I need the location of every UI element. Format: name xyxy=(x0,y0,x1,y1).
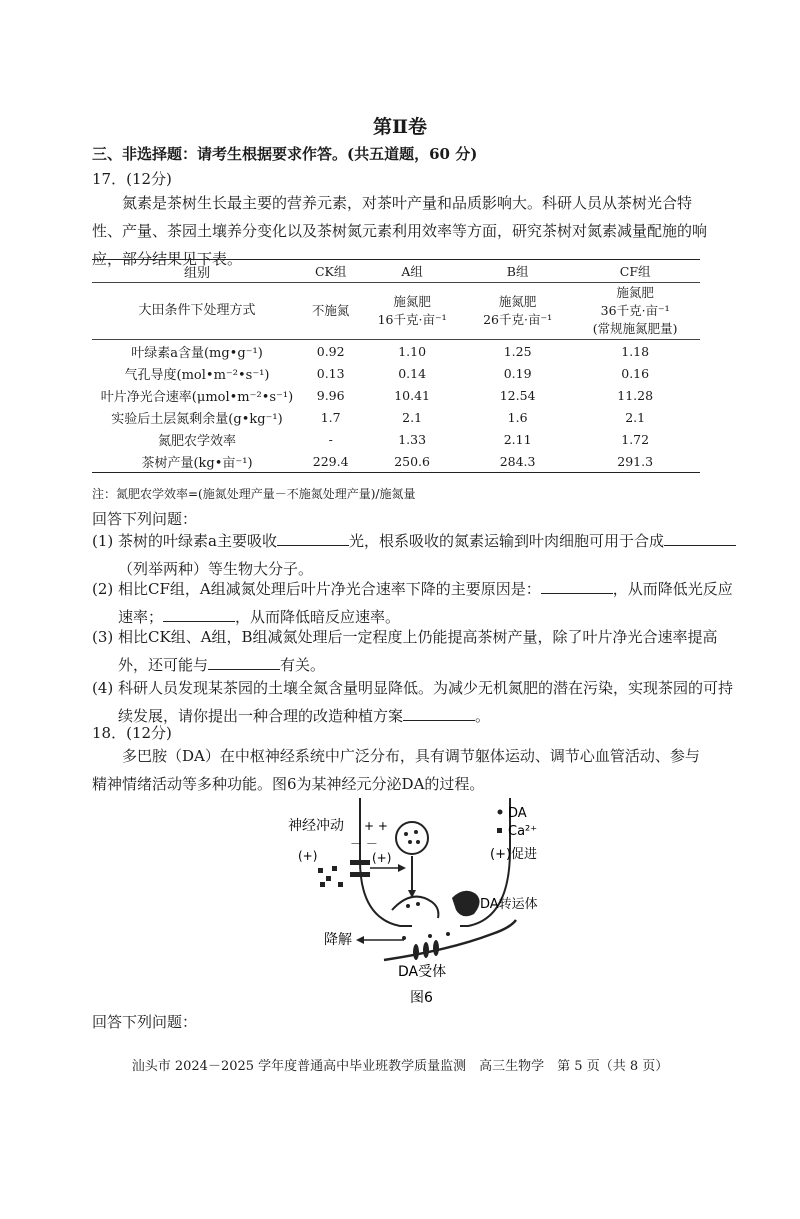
legend-da: DA xyxy=(508,806,527,821)
calcium-icon xyxy=(318,868,323,873)
answer-blank[interactable] xyxy=(277,531,349,546)
dopamine-icon xyxy=(414,830,418,834)
answer-blank[interactable] xyxy=(163,607,235,622)
dopamine-icon xyxy=(406,904,410,908)
section-heading: 三、非选择题：请考生根据要求作答。(共五道题，60 分) xyxy=(92,145,478,163)
group-label: 组别 xyxy=(92,260,302,283)
answer-blank[interactable] xyxy=(664,531,736,546)
question-18-header: 18．(12分) xyxy=(92,724,172,742)
dopamine-icon xyxy=(404,832,408,836)
group-a: A组 xyxy=(359,260,465,283)
group-b: B组 xyxy=(465,260,571,283)
legend-promote: (+)促进 xyxy=(490,847,538,862)
table-row: 叶片净光合速率(μmol•m⁻²•s⁻¹) 9.96 10.41 12.54 11.28 xyxy=(100,387,654,405)
legend-calcium-icon xyxy=(497,828,502,833)
sub-question-1: (1) 茶树的叶绿素a主要吸收 光，根系吸收的氮素运输到叶肉细胞可用于合成（列举两种）等生物大分子。 xyxy=(92,527,740,583)
dopamine-icon xyxy=(416,902,420,906)
answer-blank[interactable] xyxy=(208,655,280,670)
dopamine-icon xyxy=(416,840,420,844)
question-17-intro: 氮素是茶树生长最主要的营养元素，对茶叶产量和品质影响大。科研人员从茶树光合特性、产量、茶园土壤养分变化以及茶树氮元素利用效率等方面，研究茶树对氮素减量配施的响应，部分结果见下表。 xyxy=(92,194,708,268)
sub-question-2: (2) 相比CF组，A组减氮处理后叶片净光合速率下降的主要原因是： ，从而降低光反应速率； ，从而降低暗反应速率。 xyxy=(92,580,733,626)
vesicle-icon xyxy=(396,822,428,854)
calcium-icon xyxy=(326,876,331,881)
neuron-diagram xyxy=(288,790,560,1012)
da-transporter-icon xyxy=(452,891,480,916)
treatment-a: 施氮肥 16千克·亩⁻¹ xyxy=(359,283,465,340)
da-receptor-icon xyxy=(423,942,429,958)
treatment-label: 大田条件下处理方式 xyxy=(92,283,302,340)
sub-question-3: (3) 相比CK组、A组，B组减氮处理后一定程度上仍能提高茶树产量，除了叶片净光合速率提高外，还可能与 有关。 xyxy=(92,628,718,674)
svg-text:+ +: + + xyxy=(364,819,388,833)
sub-question-4: (4) 科研人员发现某茶园的土壤全氮含量明显降低。为减少无机氮肥的潜在污染，实现茶园的可持续发展，请你提出一种合理的改造种植方案 。 xyxy=(92,679,734,725)
svg-text:－ －: － － xyxy=(350,837,378,851)
treatment-b: 施氮肥 26千克·亩⁻¹ xyxy=(465,283,571,340)
label-plus-mid: (+) xyxy=(372,851,392,865)
table-note: 注：氮肥农学效率=(施氮处理产量－不施氮处理产量)/施氮量 xyxy=(92,487,416,501)
calcium-icon xyxy=(332,866,337,871)
calcium-channel-icon xyxy=(350,860,370,865)
table-header-row xyxy=(92,260,700,283)
table-row: 茶树产量(kg•亩⁻¹) 229.4 250.6 284.3 291.3 xyxy=(92,450,700,473)
calcium-icon xyxy=(338,882,343,887)
group-cf: CF组 xyxy=(570,260,700,283)
table-row: 实验后土层氮剩余量(g•kg⁻¹) 1.7 2.1 1.6 2.1 xyxy=(111,409,646,427)
answer-prompt-17: 回答下列问题： xyxy=(92,510,198,528)
label-impulse: 神经冲动 xyxy=(288,818,344,834)
da-receptor-icon xyxy=(433,940,439,956)
label-transporter: DA转运体 xyxy=(480,897,538,912)
answer-prompt-18: 回答下列问题： xyxy=(92,1013,198,1031)
calcium-channel-icon xyxy=(350,872,370,877)
label-plus-left: (+) xyxy=(298,849,318,863)
legend-ca: Ca²⁺ xyxy=(508,824,538,839)
label-degrade: 降解 xyxy=(324,932,352,948)
label-receptor: DA受体 xyxy=(398,964,447,980)
treatment-ck: 不施氮 xyxy=(302,283,359,340)
table-row: 气孔导度(mol•m⁻²•s⁻¹) 0.13 0.14 0.19 0.16 xyxy=(124,365,650,383)
table-row: 氮肥农学效率 - 1.33 2.11 1.72 xyxy=(157,431,650,449)
data-table xyxy=(92,259,700,473)
question-17-header: 17．(12分) xyxy=(92,170,172,188)
treatment-cf: 施氮肥 36千克·亩⁻¹ (常规施氮肥量) xyxy=(570,283,700,340)
page-title: 第Ⅱ卷 xyxy=(372,116,427,138)
table-row: 叶绿素a含量(mg•g⁻¹) 0.92 1.10 1.25 1.18 xyxy=(131,343,650,361)
question-18-intro: 多巴胺（DA）在中枢神经系统中广泛分布，具有调节躯体运动、调节心血管活动、参与精神情绪活动等多种功能。图6为某神经元分泌DA的过程。 xyxy=(92,747,700,793)
treatment-row xyxy=(92,283,700,340)
calcium-icon xyxy=(320,882,325,887)
legend-dopamine-icon xyxy=(498,810,503,815)
answer-blank[interactable] xyxy=(541,579,613,594)
page-footer: 汕头市 2024－2025 学年度普通高中毕业班教学质量监测 高三生物学 第 5 页（共 8 页） xyxy=(131,1059,669,1074)
da-receptor-icon xyxy=(413,944,419,960)
release-pocket xyxy=(392,897,438,918)
answer-blank[interactable] xyxy=(403,706,475,721)
dopamine-icon xyxy=(408,840,412,844)
figure-caption: 图6 xyxy=(410,990,433,1006)
dopamine-icon xyxy=(428,934,432,938)
dopamine-icon xyxy=(446,932,450,936)
group-ck: CK组 xyxy=(302,260,359,283)
